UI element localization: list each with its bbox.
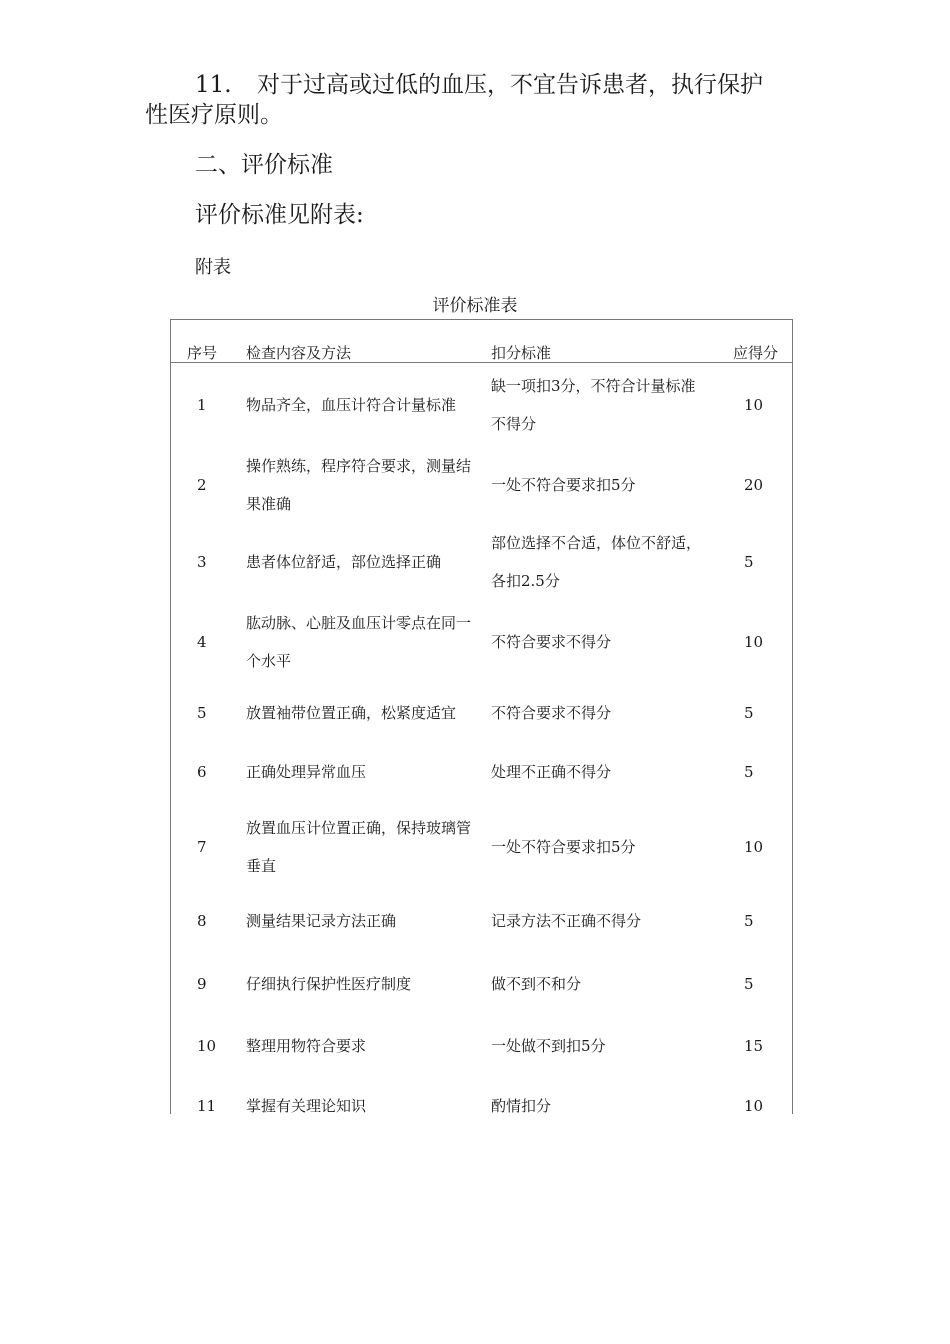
row-no: 6 (197, 763, 207, 781)
row-check: 物品齐全，血压计符合计量标准 (246, 395, 457, 414)
table-row (171, 964, 792, 1004)
table-row (171, 604, 792, 679)
row-score: 5 (744, 763, 754, 781)
appendix-label: 附表 (195, 257, 231, 278)
row-score: 10 (744, 632, 764, 651)
table-row (171, 1026, 792, 1066)
row-deduct: 缺一项扣3分，不符合计量标准不得分 (491, 376, 696, 433)
table-row (171, 367, 792, 442)
row-deduct: 一处不符合要求扣5分 (491, 837, 636, 856)
row-no: 5 (197, 704, 207, 722)
row-check: 掌握有关理论知识 (246, 1097, 367, 1115)
evaluation-table (170, 319, 793, 1114)
row-no: 8 (197, 912, 207, 930)
table-row (171, 752, 792, 792)
table-row (171, 693, 792, 733)
row-score: 5 (744, 704, 754, 722)
row-score: 10 (744, 1097, 764, 1115)
row-no: 1 (197, 395, 207, 414)
row-check: 操作熟练，程序符合要求，测量结果准确 (246, 456, 472, 513)
row-no: 10 (197, 1037, 217, 1055)
row-score: 5 (744, 552, 754, 571)
row-deduct: 处理不正确不得分 (491, 763, 612, 781)
row-check: 正确处理异常血压 (246, 763, 367, 781)
header-no: 序号 (187, 344, 218, 362)
row-score: 10 (744, 837, 764, 856)
row-score: 15 (744, 1037, 764, 1055)
row-deduct: 记录方法不正确不得分 (491, 912, 642, 930)
row-check: 测量结果记录方法正确 (246, 912, 397, 930)
row-check: 肱动脉、心脏及血压计零点在同一个水平 (246, 613, 472, 670)
row-deduct: 一处不符合要求扣5分 (491, 475, 636, 494)
row-no: 7 (197, 837, 207, 856)
row-check: 患者体位舒适，部位选择正确 (246, 552, 442, 571)
header-score: 应得分 (733, 344, 779, 362)
table-row (171, 1093, 792, 1119)
row-deduct: 一处做不到扣5分 (491, 1037, 606, 1055)
row-no: 11 (197, 1097, 217, 1115)
table-header (171, 320, 792, 363)
row-check: 放置血压计位置正确，保持玻璃管垂直 (246, 818, 472, 875)
row-no: 2 (197, 475, 207, 494)
row-score: 10 (744, 395, 764, 414)
header-check: 检查内容及方法 (246, 344, 352, 362)
header-deduct: 扣分标准 (491, 344, 552, 362)
row-deduct: 做不到不和分 (491, 975, 582, 993)
row-deduct: 不符合要求不得分 (491, 632, 612, 651)
row-check: 放置袖带位置正确，松紧度适宜 (246, 704, 457, 722)
see-appendix-text: 评价标准见附表: (195, 202, 364, 228)
row-deduct: 部位选择不合适，体位不舒适，各扣2.5分 (491, 533, 702, 590)
row-no: 3 (197, 552, 207, 571)
row-no: 4 (197, 632, 207, 651)
table-row (171, 901, 792, 941)
section-heading: 二、评价标准 (195, 152, 333, 178)
table-row (171, 524, 792, 599)
row-deduct: 不符合要求不得分 (491, 704, 612, 722)
table-caption: 评价标准表 (432, 296, 518, 316)
item-11-text: 对于过高或过低的血压，不宜告诉患者，执行保护 (257, 72, 763, 98)
row-check: 仔细执行保护性医疗制度 (246, 975, 412, 993)
row-no: 9 (197, 975, 207, 993)
item-11-number: 11. (195, 72, 232, 98)
item-11-line2: 性医疗原则。 (145, 102, 283, 128)
item-11-line1 (195, 70, 763, 100)
row-score: 5 (744, 912, 754, 930)
row-score: 20 (744, 475, 764, 494)
row-score: 5 (744, 975, 754, 993)
table-row (171, 447, 792, 522)
row-check: 整理用物符合要求 (246, 1037, 367, 1055)
table-row (171, 809, 792, 884)
row-deduct: 酌情扣分 (491, 1097, 552, 1115)
